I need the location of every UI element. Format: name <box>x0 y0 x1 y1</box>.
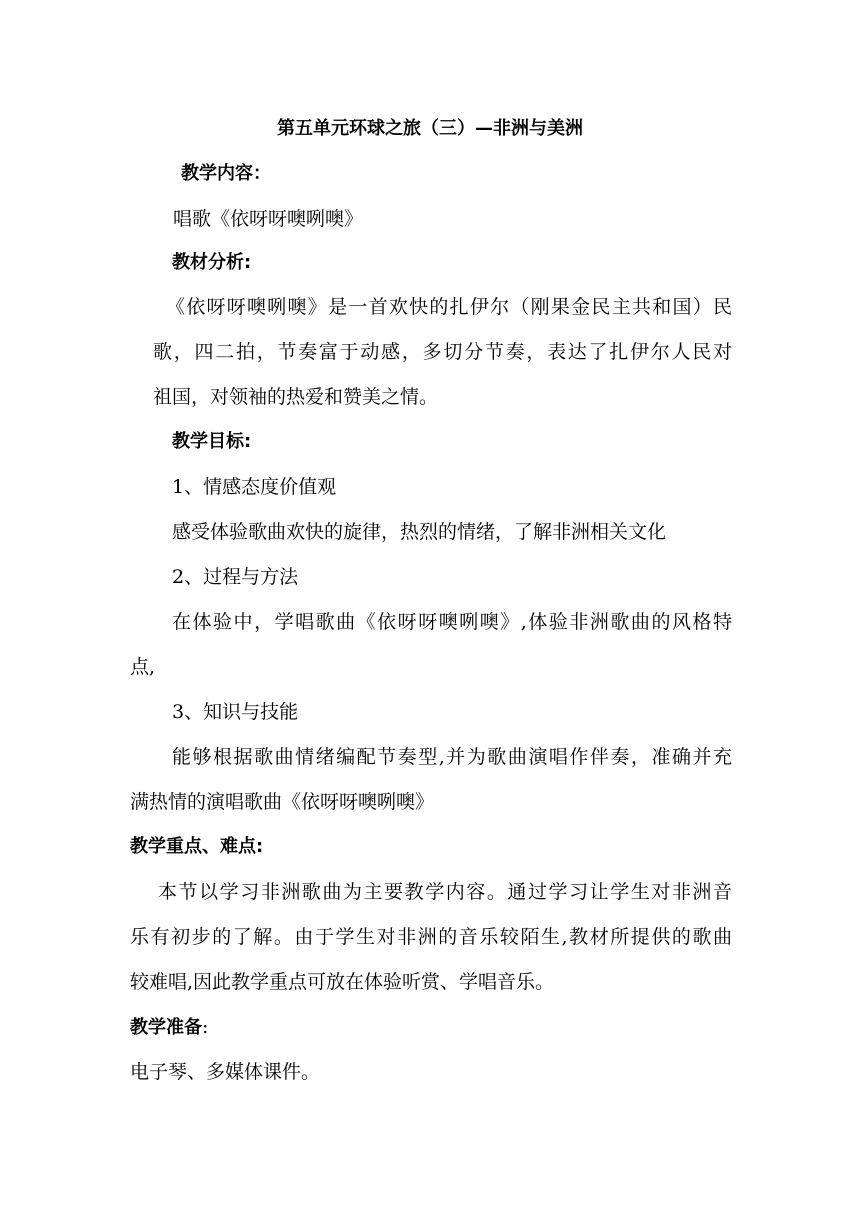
goals-heading: 教学目标: <box>172 431 252 452</box>
content-text: 唱歌《依呀呀噢咧噢》 <box>173 208 364 230</box>
key-heading: 教学重点、难点: <box>130 836 264 857</box>
analysis-line-3: 祖国，对领袖的热爱和赞美之情。 <box>153 386 439 408</box>
key-line-1: 本节以学习非洲歌曲为主要教学内容。通过学习让学生对非洲音 <box>158 881 732 903</box>
goal2-line-1: 在体验中，学唱歌曲《依呀呀噢咧噢》,体验非洲歌曲的风格特 <box>172 611 732 633</box>
goal2-heading: 2、过程与方法 <box>172 566 299 588</box>
content-heading: 教学内容： <box>181 163 271 184</box>
prep-colon: : <box>202 1016 209 1038</box>
prep-text: 电子琴、多媒体课件。 <box>130 1061 321 1083</box>
goal1-heading: 1、情感态度价值观 <box>172 476 337 498</box>
document-title: 第五单元环球之旅（三）—非洲与美洲 <box>277 118 583 139</box>
analysis-line-1: 《依呀呀噢咧噢》是一首欢快的扎伊尔（刚果金民主共和国）民 <box>166 296 732 318</box>
key-line-2: 乐有初步的了解。由于学生对非洲的音乐较陌生,教材所提供的歌曲 <box>130 926 732 948</box>
analysis-heading: 教材分析: <box>172 252 252 273</box>
goal2-line-2: 点, <box>130 656 156 678</box>
goal3-line-2: 满热情的演唱歌曲《依呀呀噢咧噢》 <box>130 791 435 813</box>
key-line-3: 较难唱,因此教学重点可放在体验听赏、学唱音乐。 <box>130 971 555 993</box>
prep-heading-line <box>130 1014 208 1041</box>
goal3-heading: 3、知识与技能 <box>172 701 299 723</box>
prep-heading: 教学准备 <box>130 1017 202 1038</box>
analysis-line-2: 歌，四二拍，节奏富于动感，多切分节奏，表达了扎伊尔人民对 <box>153 341 732 363</box>
goal1-text: 感受体验歌曲欢快的旋律，热烈的情绪，了解非洲相关文化 <box>172 521 667 543</box>
goal3-line-1: 能够根据歌曲情绪编配节奏型,并为歌曲演唱作伴奏，准确并充 <box>172 746 732 768</box>
